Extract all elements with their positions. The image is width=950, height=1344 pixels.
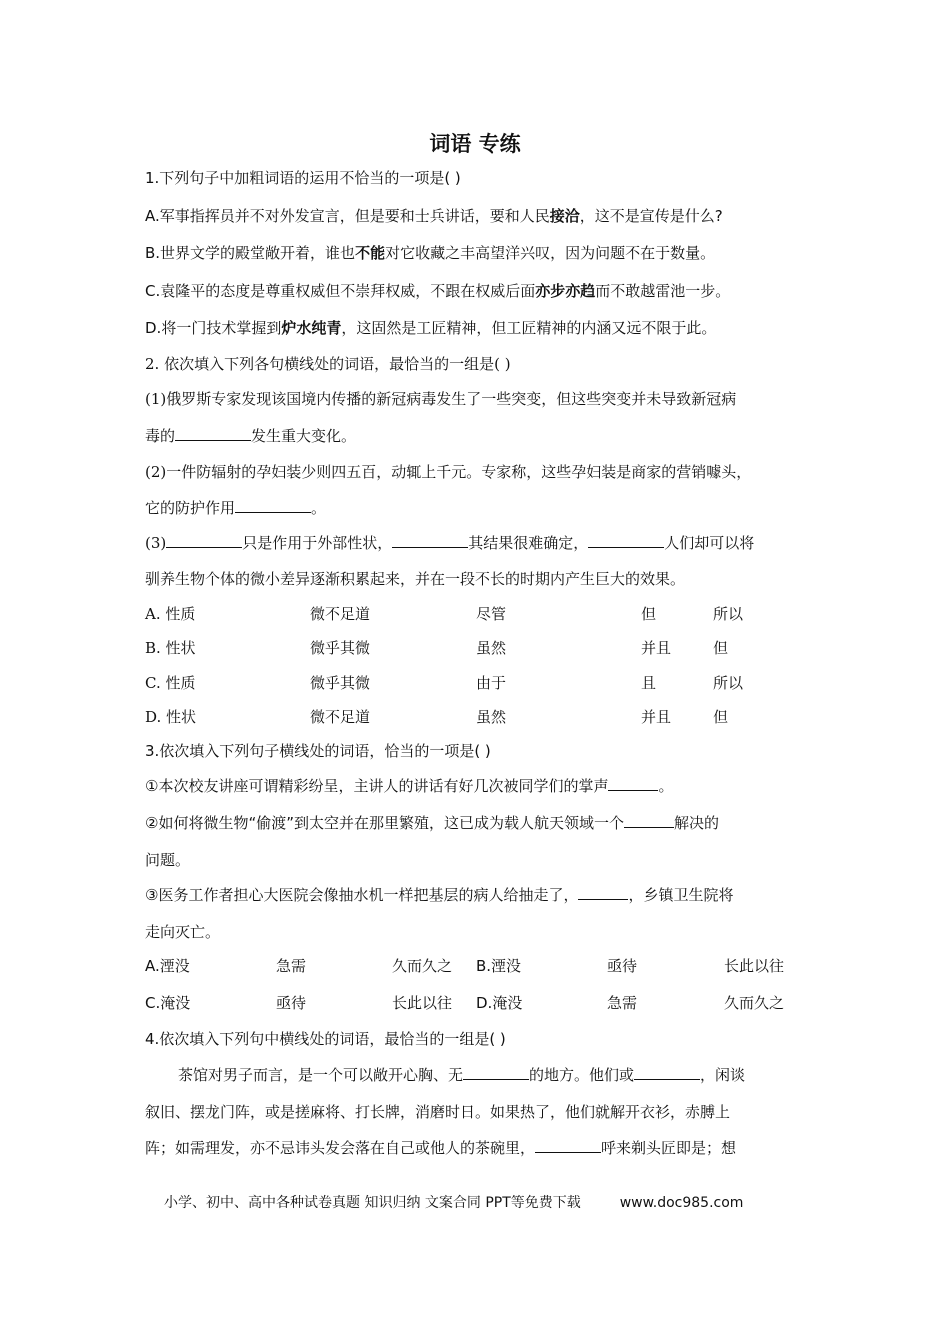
page-title: 词语 专练 [429, 132, 521, 156]
q4-passage-line-2: 叙旧、摆龙门阵，或是搓麻将、打长牌，消磨时日。如果热了，他们就解开衣衫，赤膊上 [145, 1103, 731, 1121]
q2-option-d-word-2: 微不足道 [310, 708, 371, 726]
q1-option-a: A.军事指挥员并不对外发宣言，但是要和士兵讲话，要和人民接洽，这不是宣传是什么? [145, 207, 723, 225]
q1-stem: 1.下列句子中加粗词语的运用不恰当的一项是( ) [145, 169, 461, 187]
answer-blank[interactable] [463, 1065, 529, 1080]
q2-sentence-1-line-1: (1)俄罗斯专家发现该国境内传播的新冠病毒发生了一些突变，但这些突变并未导致新冠病 [145, 390, 737, 408]
answer-blank[interactable] [624, 813, 674, 828]
q2-option-a-word-5: 所以 [713, 605, 744, 623]
q2-option-a-word-4: 但 [641, 605, 657, 623]
q4-passage-line-3: 阵；如需理发，亦不忌讳头发会落在自己或他人的茶碗里， 呼来剃头匠即是；想 [145, 1139, 737, 1157]
q3-option-b-label: B.湮没 [476, 957, 522, 975]
q4-passage-line-1: 茶馆对男子而言，是一个可以敞开心胸、无 的地方。他们或 ，闲谈 [178, 1066, 746, 1084]
q3-option-a-word-2: 急需 [276, 957, 307, 975]
q3-sentence-1: ①本次校友讲座可谓精彩纷呈，主讲人的讲话有好几次被同学们的掌声 。 [145, 777, 674, 795]
answer-blank[interactable] [235, 498, 311, 513]
q2-option-c-word-2: 微乎其微 [310, 674, 371, 692]
q3-option-a-word-3: 久而久之 [392, 957, 453, 975]
answer-blank[interactable] [166, 533, 242, 548]
q2-sentence-2-line-1: (2)一件防辐射的孕妇装少则四五百，动辄上千元。专家称，这些孕妇装是商家的营销噱头， [145, 463, 752, 481]
footer-text: 小学、初中、高中各种试卷真题 知识归纳 文案合同 PPT等免费下载 [164, 1195, 581, 1211]
q3-option-d-word-2: 急需 [607, 994, 638, 1012]
q3-sentence-3-line-2: 走向灭亡。 [145, 923, 221, 941]
answer-blank[interactable] [578, 885, 628, 900]
q2-sentence-3-line-1: (3) 只是作用于外部性状， 其结果很难确定， 人们却可以将 [145, 534, 755, 552]
q4-stem: 4.依次填入下列句中横线处的词语，最恰当的一组是( ) [145, 1030, 506, 1048]
q3-option-d-word-3: 久而久之 [724, 994, 785, 1012]
q3-stem: 3.依次填入下列句子横线处的词语，恰当的一项是( ) [145, 742, 491, 760]
q2-option-b-label: B. 性状 [145, 639, 196, 657]
q2-option-d-label: D. 性状 [145, 708, 197, 726]
q3-sentence-3: ③医务工作者担心大医院会像抽水机一样把基层的病人给抽走了， ，乡镇卫生院将 [145, 886, 734, 904]
q3-option-b-word-2: 亟待 [607, 957, 638, 975]
q3-sentence-2-line-2: 问题。 [145, 851, 191, 869]
page-footer [164, 1192, 743, 1212]
q1-option-c: C.袁隆平的态度是尊重权威但不崇拜权威，不跟在权威后面亦步亦趋而不敢越雷池一步。 [145, 282, 731, 300]
q3-option-c-word-2: 亟待 [276, 994, 307, 1012]
q2-option-c-label: C. 性质 [145, 674, 196, 692]
q2-option-b-word-4: 并且 [641, 639, 672, 657]
answer-blank[interactable] [608, 776, 658, 791]
footer-url-link[interactable]: www.doc985.com [619, 1195, 744, 1211]
q2-stem: 2. 依次填入下列各句横线处的词语，最恰当的一组是( ) [145, 355, 511, 373]
q2-option-b-word-2: 微乎其微 [310, 639, 371, 657]
q3-option-c-word-3: 长此以往 [392, 994, 453, 1012]
q3-option-a-label: A.湮没 [145, 957, 190, 975]
q1-option-d: D.将一门技术掌握到炉水纯青，这固然是工匠精神，但工匠精神的内涵又远不限于此。 [145, 319, 717, 337]
q2-option-c-word-5: 所以 [713, 674, 744, 692]
answer-blank[interactable] [175, 426, 251, 441]
q3-sentence-2: ②如何将微生物“偷渡”到太空并在那里繁殖，这已成为载人航天领域一个 解决的 [145, 814, 720, 832]
q2-option-a-label: A. 性质 [145, 605, 196, 623]
answer-blank[interactable] [535, 1138, 601, 1153]
q2-option-b-word-5: 但 [713, 639, 729, 657]
q3-option-d-label: D.淹没 [476, 994, 523, 1012]
q2-sentence-2-line-2: 它的防护作用 。 [145, 499, 327, 517]
q2-option-d-word-4: 并且 [641, 708, 672, 726]
answer-blank[interactable] [392, 533, 468, 548]
answer-blank[interactable] [588, 533, 664, 548]
q2-option-a-word-3: 尽管 [476, 605, 507, 623]
q2-sentence-3-line-2: 驯养生物个体的微小差异逐渐积累起来，并在一段不长的时期内产生巨大的效果。 [145, 570, 686, 588]
q1-option-b: B.世界文学的殿堂敞开着，谁也不能对它收藏之丰高望洋兴叹，因为问题不在于数量。 [145, 244, 716, 262]
q2-option-d-word-3: 虽然 [476, 708, 507, 726]
q2-option-c-word-4: 且 [641, 674, 657, 692]
q2-sentence-1-line-2: 毒的 发生重大变化。 [145, 427, 357, 445]
answer-blank[interactable] [634, 1065, 700, 1080]
q2-option-d-word-5: 但 [713, 708, 729, 726]
q3-option-c-label: C.淹没 [145, 994, 191, 1012]
q2-option-c-word-3: 由于 [476, 674, 507, 692]
q3-option-b-word-3: 长此以往 [724, 957, 785, 975]
q2-option-a-word-2: 微不足道 [310, 605, 371, 623]
q2-option-b-word-3: 虽然 [476, 639, 507, 657]
